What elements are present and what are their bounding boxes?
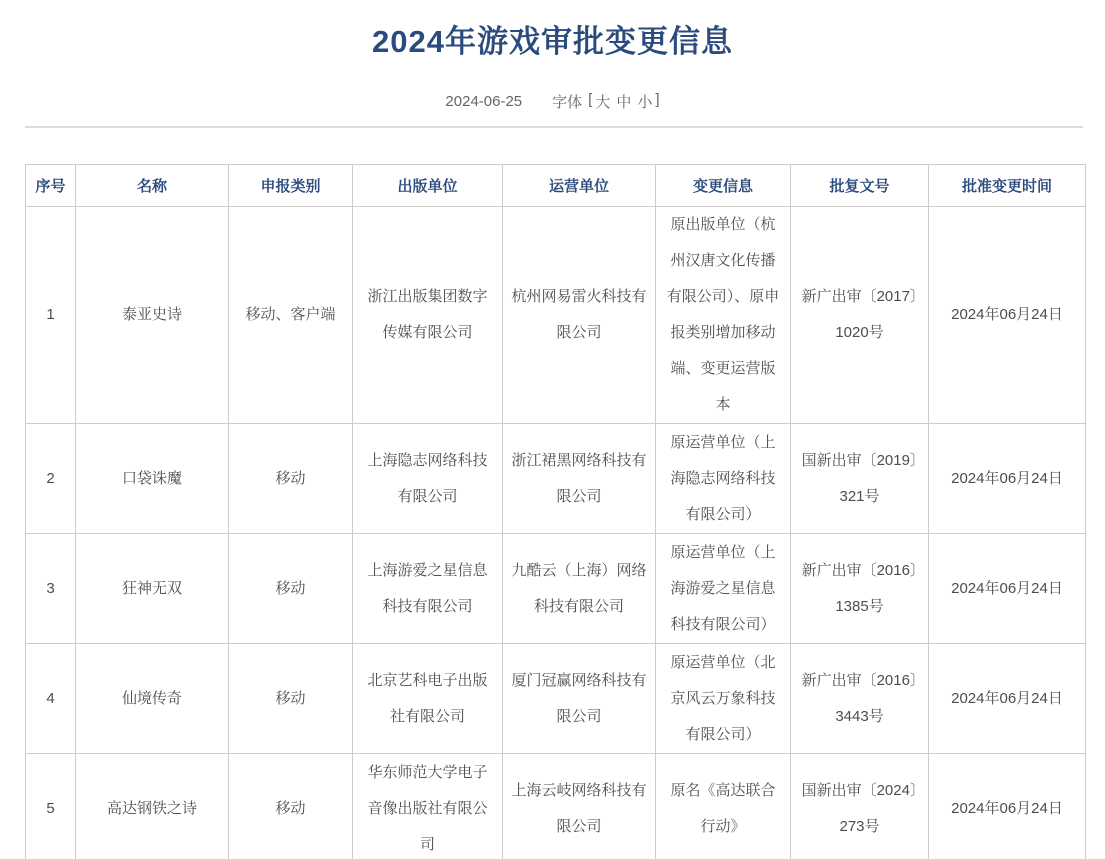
table-cell-change_info: 原运营单位（上海游爱之星信息科技有限公司） xyxy=(656,534,791,644)
table-cell-change_info: 原名《高达联合行动》 xyxy=(656,754,791,859)
table-cell-category: 移动、客户端 xyxy=(229,207,353,424)
font-size-label: 字体 xyxy=(552,94,583,111)
font-size-bracket-close: ] xyxy=(655,91,660,108)
column-header: 变更信息 xyxy=(656,165,791,207)
table-cell-name: 高达钢铁之诗 xyxy=(76,754,229,859)
table-cell-seq: 3 xyxy=(26,534,76,644)
table-cell-seq: 2 xyxy=(26,424,76,534)
table-cell-approval_date: 2024年06月24日 xyxy=(929,424,1086,534)
header-row xyxy=(26,165,1086,207)
table-cell-approval_no: 国新出审〔2019〕321号 xyxy=(791,424,929,534)
table-row xyxy=(26,644,1086,754)
table-cell-approval_no: 新广出审〔2016〕1385号 xyxy=(791,534,929,644)
table-cell-approval_date: 2024年06月24日 xyxy=(929,534,1086,644)
table-cell-approval_no: 国新出审〔2024〕273号 xyxy=(791,754,929,859)
table-cell-seq: 1 xyxy=(26,207,76,424)
font-size-bracket-open: [ xyxy=(588,91,593,108)
table-cell-change_info: 原运营单位（北京风云万象科技有限公司） xyxy=(656,644,791,754)
table-cell-publisher: 上海游爱之星信息科技有限公司 xyxy=(353,534,503,644)
table-cell-name: 口袋诛魔 xyxy=(76,424,229,534)
divider-line xyxy=(25,126,1083,128)
table-cell-seq: 4 xyxy=(26,644,76,754)
table-cell-approval_no: 新广出审〔2017〕1020号 xyxy=(791,207,929,424)
table-cell-name: 泰亚史诗 xyxy=(76,207,229,424)
table-cell-approval_date: 2024年06月24日 xyxy=(929,754,1086,859)
column-header: 申报类别 xyxy=(229,165,353,207)
table-row xyxy=(26,424,1086,534)
column-header: 序号 xyxy=(26,165,76,207)
table-cell-category: 移动 xyxy=(229,754,353,859)
table-row xyxy=(26,534,1086,644)
table-cell-name: 仙境传奇 xyxy=(76,644,229,754)
table-cell-category: 移动 xyxy=(229,424,353,534)
column-header: 批复文号 xyxy=(791,165,929,207)
column-header: 名称 xyxy=(76,165,229,207)
publish-date: 2024-06-25 xyxy=(445,93,523,110)
table-cell-name: 狂神无双 xyxy=(76,534,229,644)
table-cell-change_info: 原运营单位（上海隐志网络科技有限公司） xyxy=(656,424,791,534)
font-size-control xyxy=(552,91,659,112)
approval-table xyxy=(25,164,1086,859)
table-cell-change_info: 原出版单位（杭州汉唐文化传播有限公司）、原申报类别增加移动端、变更运营版本 xyxy=(656,207,791,424)
table-cell-category: 移动 xyxy=(229,644,353,754)
table-cell-operator: 九酷云（上海）网络科技有限公司 xyxy=(503,534,656,644)
table-cell-publisher: 北京艺科电子出版社有限公司 xyxy=(353,644,503,754)
table-cell-approval_date: 2024年06月24日 xyxy=(929,644,1086,754)
table-cell-publisher: 华东师范大学电子音像出版社有限公司 xyxy=(353,754,503,859)
table-cell-category: 移动 xyxy=(229,534,353,644)
column-header: 运营单位 xyxy=(503,165,656,207)
table-cell-approval_date: 2024年06月24日 xyxy=(929,207,1086,424)
meta-line xyxy=(0,91,1105,112)
column-header: 批准变更时间 xyxy=(929,165,1086,207)
table-row xyxy=(26,754,1086,859)
page-title: 2024年游戏审批变更信息 xyxy=(372,24,733,59)
table-cell-seq: 5 xyxy=(26,754,76,859)
table-cell-operator: 浙江裙黑网络科技有限公司 xyxy=(503,424,656,534)
table-cell-publisher: 上海隐志网络科技有限公司 xyxy=(353,424,503,534)
table-cell-operator: 上海云岐网络科技有限公司 xyxy=(503,754,656,859)
table-body xyxy=(26,207,1086,859)
table-cell-operator: 杭州网易雷火科技有限公司 xyxy=(503,207,656,424)
font-size-medium-link[interactable]: 中 xyxy=(616,94,632,111)
table-cell-approval_no: 新广出审〔2016〕3443号 xyxy=(791,644,929,754)
column-header: 出版单位 xyxy=(353,165,503,207)
font-size-large-link[interactable]: 大 xyxy=(595,94,611,111)
table-row xyxy=(26,207,1086,424)
table-header xyxy=(26,165,1086,207)
table-cell-publisher: 浙江出版集团数字传媒有限公司 xyxy=(353,207,503,424)
font-size-small-link[interactable]: 小 xyxy=(637,94,653,111)
table-cell-operator: 厦门冠赢网络科技有限公司 xyxy=(503,644,656,754)
